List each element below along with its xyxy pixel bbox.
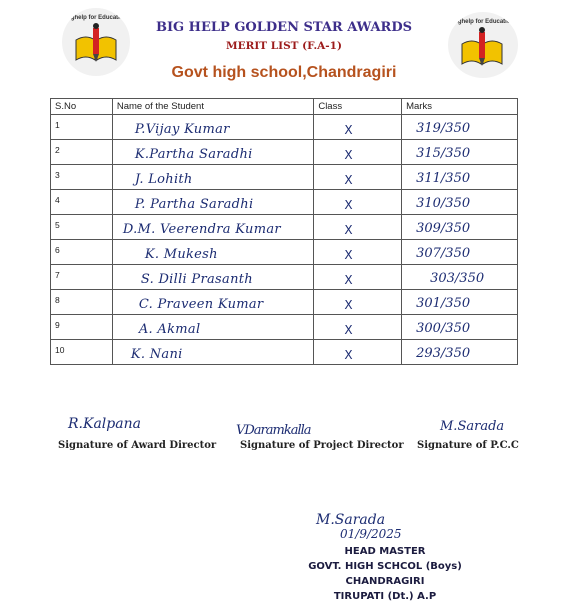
row-student-name: P. Partha Saradhi bbox=[134, 197, 254, 212]
headmaster-stamp-line-4: TIRUPATI (Dt.) A.P bbox=[333, 591, 437, 602]
row-marks: 307/350 bbox=[416, 246, 471, 261]
merit-list-title: MERIT LIST (F.A-1) bbox=[226, 40, 342, 52]
table-row bbox=[51, 140, 518, 165]
row-sno: 4 bbox=[55, 195, 60, 205]
row-sno: 10 bbox=[55, 345, 65, 355]
row-class: X bbox=[344, 123, 353, 137]
header-marks: Marks bbox=[402, 99, 518, 115]
row-sno: 8 bbox=[55, 295, 60, 305]
row-sno: 7 bbox=[55, 270, 60, 280]
row-class: X bbox=[344, 148, 353, 162]
table-row bbox=[51, 215, 518, 240]
row-sno: 6 bbox=[55, 245, 60, 255]
row-student-name: K. Nani bbox=[130, 347, 183, 362]
row-student-name: J. Lohith bbox=[134, 172, 193, 187]
row-sno: 2 bbox=[55, 145, 60, 155]
merit-table bbox=[50, 98, 518, 365]
table-header-row bbox=[51, 99, 518, 115]
project-director-signature-mark: VDaramkalla bbox=[236, 423, 311, 438]
row-marks: 303/350 bbox=[430, 271, 485, 286]
row-student-name: D.M. Veerendra Kumar bbox=[122, 222, 281, 237]
table-row bbox=[51, 240, 518, 265]
row-class: X bbox=[344, 273, 353, 287]
table-row bbox=[51, 290, 518, 315]
row-marks: 309/350 bbox=[416, 221, 471, 236]
row-class: X bbox=[344, 198, 353, 212]
table-row bbox=[51, 165, 518, 190]
row-marks: 300/350 bbox=[416, 321, 471, 336]
row-class: X bbox=[344, 173, 353, 187]
row-class: X bbox=[344, 298, 353, 312]
row-class: X bbox=[344, 248, 353, 262]
table-row bbox=[51, 190, 518, 215]
table-row bbox=[51, 265, 518, 290]
award-director-signature-mark: R.Kalpana bbox=[68, 416, 141, 432]
row-student-name: A. Akmal bbox=[138, 322, 201, 337]
table-row bbox=[51, 340, 518, 365]
table-row bbox=[51, 315, 518, 340]
row-sno: 5 bbox=[55, 220, 60, 230]
header-sno: S.No bbox=[51, 99, 113, 115]
row-marks: 319/350 bbox=[416, 121, 471, 136]
header-name: Name of the Student bbox=[112, 99, 313, 115]
pcc-label: Signature of P.C.C bbox=[417, 440, 519, 451]
headmaster-signature-mark: M.Sarada bbox=[316, 512, 386, 528]
logo-right-label: Bighelp for Education bbox=[451, 19, 515, 25]
row-marks: 311/350 bbox=[416, 171, 471, 186]
row-sno: 9 bbox=[55, 320, 60, 330]
row-student-name: C. Praveen Kumar bbox=[138, 297, 264, 312]
table-row bbox=[51, 115, 518, 140]
school-name: Govt high school,Chandragiri bbox=[171, 64, 397, 81]
award-director-label: Signature of Award Director bbox=[58, 440, 217, 451]
row-sno: 1 bbox=[55, 120, 60, 130]
row-class: X bbox=[344, 223, 353, 237]
logo-left-label: Bighelp for Education bbox=[64, 15, 128, 21]
headmaster-stamp-line-1: HEAD MASTER bbox=[344, 546, 426, 557]
org-title: BIG HELP GOLDEN STAR AWARDS bbox=[155, 20, 412, 35]
headmaster-stamp-line-2: GOVT. HIGH SCHCOL (Boys) bbox=[308, 561, 462, 572]
row-marks: 315/350 bbox=[416, 146, 471, 161]
row-class: X bbox=[344, 348, 353, 362]
headmaster-stamp-line-3: CHANDRAGIRI bbox=[345, 576, 425, 587]
row-marks: 293/350 bbox=[416, 346, 471, 361]
row-marks: 301/350 bbox=[416, 296, 471, 311]
header-class: Class bbox=[314, 99, 402, 115]
project-director-label: Signature of Project Director bbox=[240, 440, 404, 451]
headmaster-date: 01/9/2025 bbox=[340, 527, 402, 541]
row-sno: 3 bbox=[55, 170, 60, 180]
row-student-name: S. Dilli Prasanth bbox=[140, 272, 253, 287]
row-student-name: K.Partha Saradhi bbox=[134, 147, 253, 162]
row-student-name: K. Mukesh bbox=[144, 247, 218, 262]
row-student-name: P.Vijay Kumar bbox=[134, 122, 230, 137]
row-class: X bbox=[344, 323, 353, 337]
pcc-signature-mark: M.Sarada bbox=[440, 419, 505, 434]
row-marks: 310/350 bbox=[416, 196, 471, 211]
